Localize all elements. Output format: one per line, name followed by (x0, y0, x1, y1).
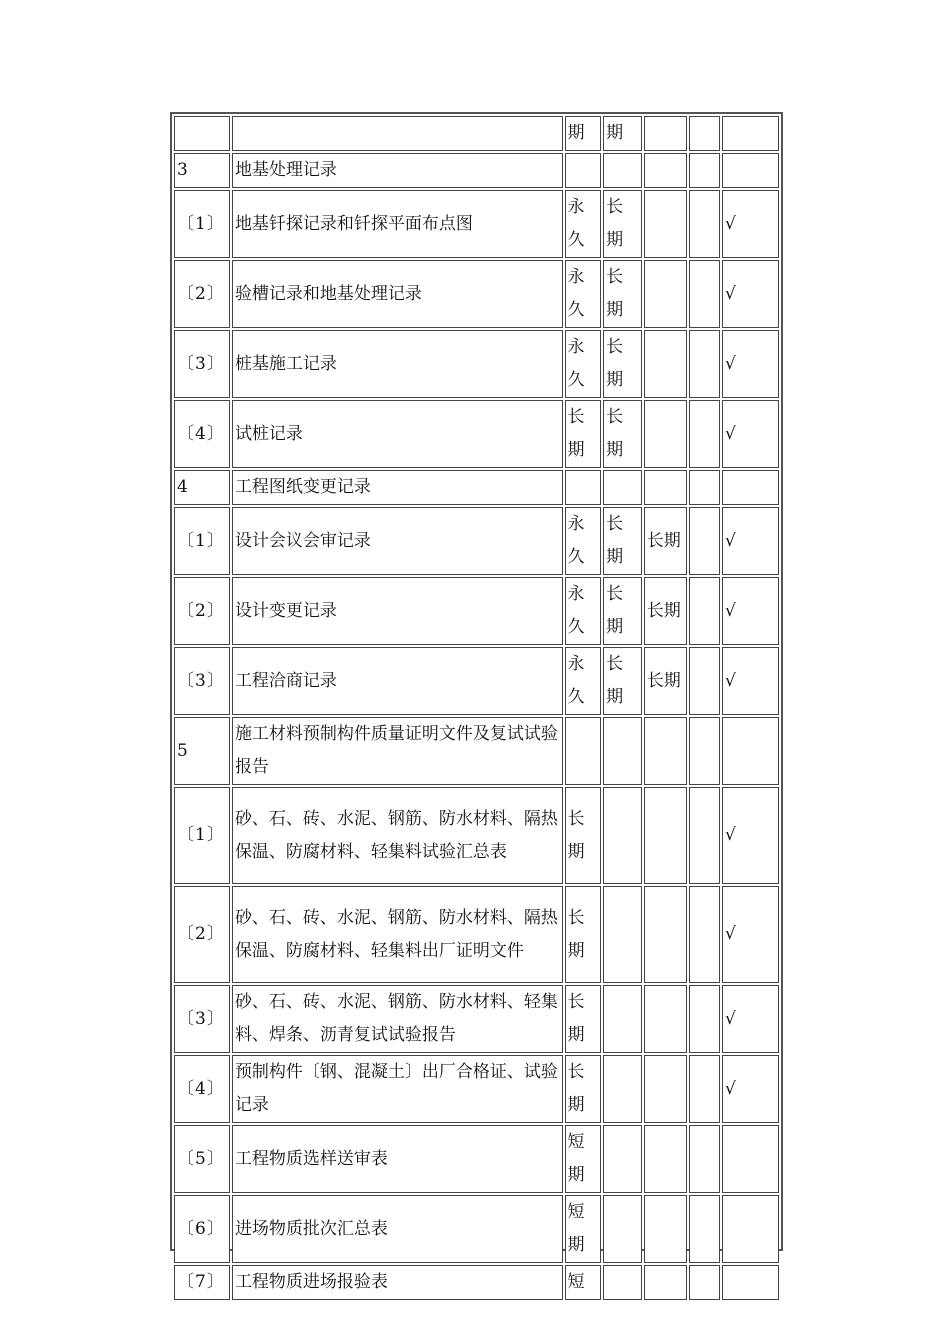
retention-period-cell-3 (644, 400, 688, 468)
retention-period-cell-3 (644, 153, 688, 188)
item-name-cell (232, 507, 563, 575)
item-name-cell (232, 886, 563, 983)
retention-period-cell-3 (644, 717, 688, 785)
check-mark-cell (722, 985, 779, 1053)
retention-period-cell-2 (603, 1195, 642, 1263)
retention-period-cell (565, 886, 602, 983)
row-number-cell (174, 1195, 230, 1263)
item-name-text: 工程物质进场报验表 (234, 1272, 388, 1292)
row-number-cell (174, 330, 230, 398)
retention-period-cell (565, 330, 602, 398)
retention-period-3-text: 长期 (646, 530, 681, 551)
retention-period-2-text: 长 期 (606, 267, 624, 320)
check-mark-text: √ (724, 924, 736, 944)
item-name-text: 工程洽商记录 (234, 670, 337, 691)
retention-period-text: 永 久 (567, 654, 585, 707)
row-number-text: 〔4〕 (177, 1078, 225, 1099)
retention-period-cell-3 (644, 787, 688, 884)
check-mark-text: √ (724, 353, 736, 374)
row-number-cell (174, 717, 230, 785)
check-mark-cell (722, 1055, 779, 1123)
item-name-cell (232, 577, 563, 645)
check-mark-text: √ (724, 530, 736, 551)
row-number-cell (174, 190, 230, 258)
retention-period-3-text: 长期 (646, 600, 681, 621)
retention-period-cell-3 (644, 190, 688, 258)
row-number-text: 〔5〕 (177, 1148, 225, 1169)
row-number-text: 〔7〕 (177, 1272, 225, 1292)
row-number-cell (174, 886, 230, 983)
retention-period-cell-2 (603, 470, 642, 505)
item-name-cell (232, 1125, 563, 1193)
table-row (174, 190, 779, 258)
retention-period-text: 永 久 (567, 584, 585, 637)
row-number-cell (174, 260, 230, 328)
item-name-text: 砂、石、砖、水泥、钢筋、防水材料、隔热保温、防腐材料、轻集料出厂证明文件 (234, 907, 558, 961)
check-mark-cell (722, 190, 779, 258)
row-number-text: 〔3〕 (177, 353, 225, 374)
retention-period-text: 长 期 (567, 808, 585, 862)
table-row (174, 1055, 779, 1123)
row-number-cell (174, 507, 230, 575)
empty-cell (689, 985, 720, 1053)
row-number-text: 〔3〕 (177, 1008, 225, 1029)
row-number-text: 〔1〕 (177, 530, 225, 551)
retention-period-cell (565, 507, 602, 575)
check-mark-cell (722, 1195, 779, 1263)
retention-period-cell-2 (603, 400, 642, 468)
item-name-text: 试桩记录 (234, 423, 303, 444)
retention-period-2-text: 长 期 (606, 197, 624, 250)
retention-period-cell-2 (603, 116, 642, 151)
row-number-cell (174, 985, 230, 1053)
retention-period-cell (565, 260, 602, 328)
empty-cell (689, 190, 720, 258)
item-name-cell (232, 717, 563, 785)
row-number-text: 〔2〕 (177, 924, 225, 944)
table-row (174, 577, 779, 645)
retention-period-cell-3 (644, 647, 688, 715)
check-mark-cell (722, 507, 779, 575)
retention-period-cell-3 (644, 507, 688, 575)
empty-cell (689, 1265, 720, 1300)
table-row (174, 886, 779, 983)
table-row (174, 1265, 779, 1300)
item-name-text: 预制构件〔钢、混凝土〕出厂合格证、试验记录 (234, 1062, 558, 1115)
table-row (174, 260, 779, 328)
retention-period-text: 长 期 (567, 992, 585, 1045)
retention-period-cell-2 (603, 330, 642, 398)
retention-period-cell-3 (644, 1055, 688, 1123)
retention-period-cell-3 (644, 116, 688, 151)
retention-period-cell-2 (603, 717, 642, 785)
check-mark-text: √ (724, 825, 736, 845)
retention-period-cell-3 (644, 985, 688, 1053)
row-number-text: 〔4〕 (177, 423, 225, 444)
retention-period-text: 短 期 (567, 1132, 585, 1185)
retention-period-cell (565, 647, 602, 715)
item-name-text: 验槽记录和地基处理记录 (234, 283, 422, 304)
retention-period-cell (565, 1265, 602, 1300)
row-number-text: 〔1〕 (177, 213, 225, 234)
check-mark-cell (722, 470, 779, 505)
empty-cell (689, 886, 720, 983)
row-number-text: 〔1〕 (177, 825, 225, 845)
item-name-cell (232, 330, 563, 398)
row-number-cell (174, 470, 230, 505)
retention-period-cell (565, 470, 602, 505)
empty-cell (689, 1055, 720, 1123)
row-number-text: 3 (177, 160, 189, 180)
item-name-cell (232, 1195, 563, 1263)
retention-period-text: 短 (567, 1272, 585, 1292)
table-row (174, 507, 779, 575)
retention-period-cell-2 (603, 1265, 642, 1300)
table-row (174, 1125, 779, 1193)
retention-period-cell-3 (644, 577, 688, 645)
retention-period-cell (565, 787, 602, 884)
check-mark-cell (722, 330, 779, 398)
item-name-text: 地基钎探记录和钎探平面布点图 (234, 213, 473, 234)
retention-period-cell (565, 400, 602, 468)
row-number-text: 〔6〕 (177, 1218, 225, 1239)
item-name-cell (232, 647, 563, 715)
retention-period-text: 永 久 (567, 337, 585, 390)
row-number-cell (174, 1055, 230, 1123)
table-row (174, 400, 779, 468)
retention-period-cell-2 (603, 647, 642, 715)
retention-period-cell-3 (644, 1125, 688, 1193)
check-mark-cell (722, 116, 779, 151)
retention-period-cell-3 (644, 1265, 688, 1300)
retention-period-cell-2 (603, 577, 642, 645)
retention-period-text: 永 久 (567, 197, 585, 250)
table-row (174, 470, 779, 505)
item-name-cell (232, 787, 563, 884)
row-number-cell (174, 1125, 230, 1193)
retention-period-cell-3 (644, 886, 688, 983)
item-name-cell (232, 260, 563, 328)
retention-period-2-text: 长 期 (606, 337, 624, 390)
retention-period-cell-2 (603, 260, 642, 328)
item-name-cell (232, 116, 563, 151)
retention-period-cell (565, 153, 602, 188)
retention-period-cell-2 (603, 507, 642, 575)
row-number-cell (174, 116, 230, 151)
check-mark-cell (722, 400, 779, 468)
retention-period-text: 永 久 (567, 267, 585, 320)
retention-period-cell (565, 1195, 602, 1263)
retention-period-2-text: 长 期 (606, 654, 624, 707)
empty-cell (689, 470, 720, 505)
table-row (174, 647, 779, 715)
row-number-text: 〔2〕 (177, 600, 225, 621)
item-name-text: 砂、石、砖、水泥、钢筋、防水材料、轻集料、焊条、沥青复试试验报告 (234, 992, 558, 1045)
retention-period-cell-2 (603, 886, 642, 983)
retention-period-cell (565, 985, 602, 1053)
check-mark-text: √ (724, 1008, 736, 1029)
row-number-cell (174, 787, 230, 884)
item-name-cell (232, 153, 563, 188)
row-number-text: 4 (177, 477, 189, 497)
empty-cell (689, 577, 720, 645)
row-number-text: 〔3〕 (177, 670, 225, 691)
check-mark-text: √ (724, 283, 736, 304)
check-mark-cell (722, 787, 779, 884)
table-row (174, 153, 779, 188)
retention-period-cell-2 (603, 153, 642, 188)
item-name-cell (232, 400, 563, 468)
retention-period-cell-3 (644, 330, 688, 398)
empty-cell (689, 1125, 720, 1193)
retention-period-cell (565, 1125, 602, 1193)
retention-period-cell-2 (603, 985, 642, 1053)
check-mark-cell (722, 886, 779, 983)
item-name-cell (232, 1055, 563, 1123)
retention-period-text: 期 (567, 123, 585, 143)
item-name-text: 工程图纸变更记录 (234, 477, 371, 497)
table-row (174, 330, 779, 398)
retention-period-cell-2 (603, 787, 642, 884)
item-name-text: 工程物质选样送审表 (234, 1148, 388, 1169)
item-name-text: 地基处理记录 (234, 160, 337, 180)
row-number-text: 〔2〕 (177, 283, 225, 304)
retention-period-3-text: 长期 (646, 670, 681, 691)
item-name-text: 进场物质批次汇总表 (234, 1218, 388, 1239)
retention-period-cell (565, 577, 602, 645)
empty-cell (689, 330, 720, 398)
empty-cell (689, 717, 720, 785)
retention-period-2-text: 长 期 (606, 514, 624, 567)
check-mark-cell (722, 577, 779, 645)
check-mark-text: √ (724, 600, 736, 621)
row-number-cell (174, 577, 230, 645)
retention-period-cell-2 (603, 1055, 642, 1123)
check-mark-text: √ (724, 1078, 736, 1099)
retention-period-cell-2 (603, 1125, 642, 1193)
retention-period-text: 短 期 (567, 1202, 585, 1255)
item-name-text: 桩基施工记录 (234, 353, 337, 374)
check-mark-cell (722, 717, 779, 785)
item-name-text: 砂、石、砖、水泥、钢筋、防水材料、隔热保温、防腐材料、轻集料试验汇总表 (234, 808, 558, 862)
retention-period-text: 永 久 (567, 514, 585, 567)
table-row (174, 1195, 779, 1263)
check-mark-text: √ (724, 423, 736, 444)
row-number-cell (174, 1265, 230, 1300)
retention-period-text: 长 期 (567, 1062, 585, 1115)
item-name-cell (232, 470, 563, 505)
row-number-cell (174, 400, 230, 468)
check-mark-cell (722, 1265, 779, 1300)
retention-period-text: 长 期 (567, 407, 585, 460)
item-name-cell (232, 190, 563, 258)
retention-period-cell-3 (644, 1195, 688, 1263)
item-name-text: 设计会议会审记录 (234, 530, 371, 551)
item-name-text: 设计变更记录 (234, 600, 337, 621)
table-row (174, 985, 779, 1053)
table-row (174, 787, 779, 884)
retention-period-cell-3 (644, 470, 688, 505)
retention-period-2-text: 长 期 (606, 584, 624, 637)
item-name-cell (232, 985, 563, 1053)
row-number-cell (174, 647, 230, 715)
table-row (174, 717, 779, 785)
row-number-cell (174, 153, 230, 188)
row-number-text: 5 (177, 740, 189, 761)
retention-period-cell (565, 190, 602, 258)
empty-cell (689, 507, 720, 575)
retention-period-cell (565, 116, 602, 151)
retention-period-cell (565, 1055, 602, 1123)
check-mark-cell (722, 260, 779, 328)
check-mark-cell (722, 153, 779, 188)
retention-period-cell (565, 717, 602, 785)
empty-cell (689, 1195, 720, 1263)
retention-period-cell-3 (644, 260, 688, 328)
empty-cell (689, 647, 720, 715)
check-mark-text: √ (724, 213, 736, 234)
retention-period-cell-2 (603, 190, 642, 258)
retention-period-text: 长 期 (567, 907, 585, 961)
empty-cell (689, 787, 720, 884)
empty-cell (689, 116, 720, 151)
check-mark-cell (722, 647, 779, 715)
item-name-text: 施工材料预制构件质量证明文件及复试试验报告 (234, 724, 558, 777)
table-row (174, 116, 779, 151)
retention-period-2-text: 长 期 (606, 407, 624, 460)
archive-table (172, 114, 781, 1302)
retention-period-2-text: 期 (606, 123, 624, 143)
empty-cell (689, 260, 720, 328)
check-mark-text: √ (724, 670, 736, 691)
empty-cell (689, 153, 720, 188)
item-name-cell (232, 1265, 563, 1300)
empty-cell (689, 400, 720, 468)
check-mark-cell (722, 1125, 779, 1193)
